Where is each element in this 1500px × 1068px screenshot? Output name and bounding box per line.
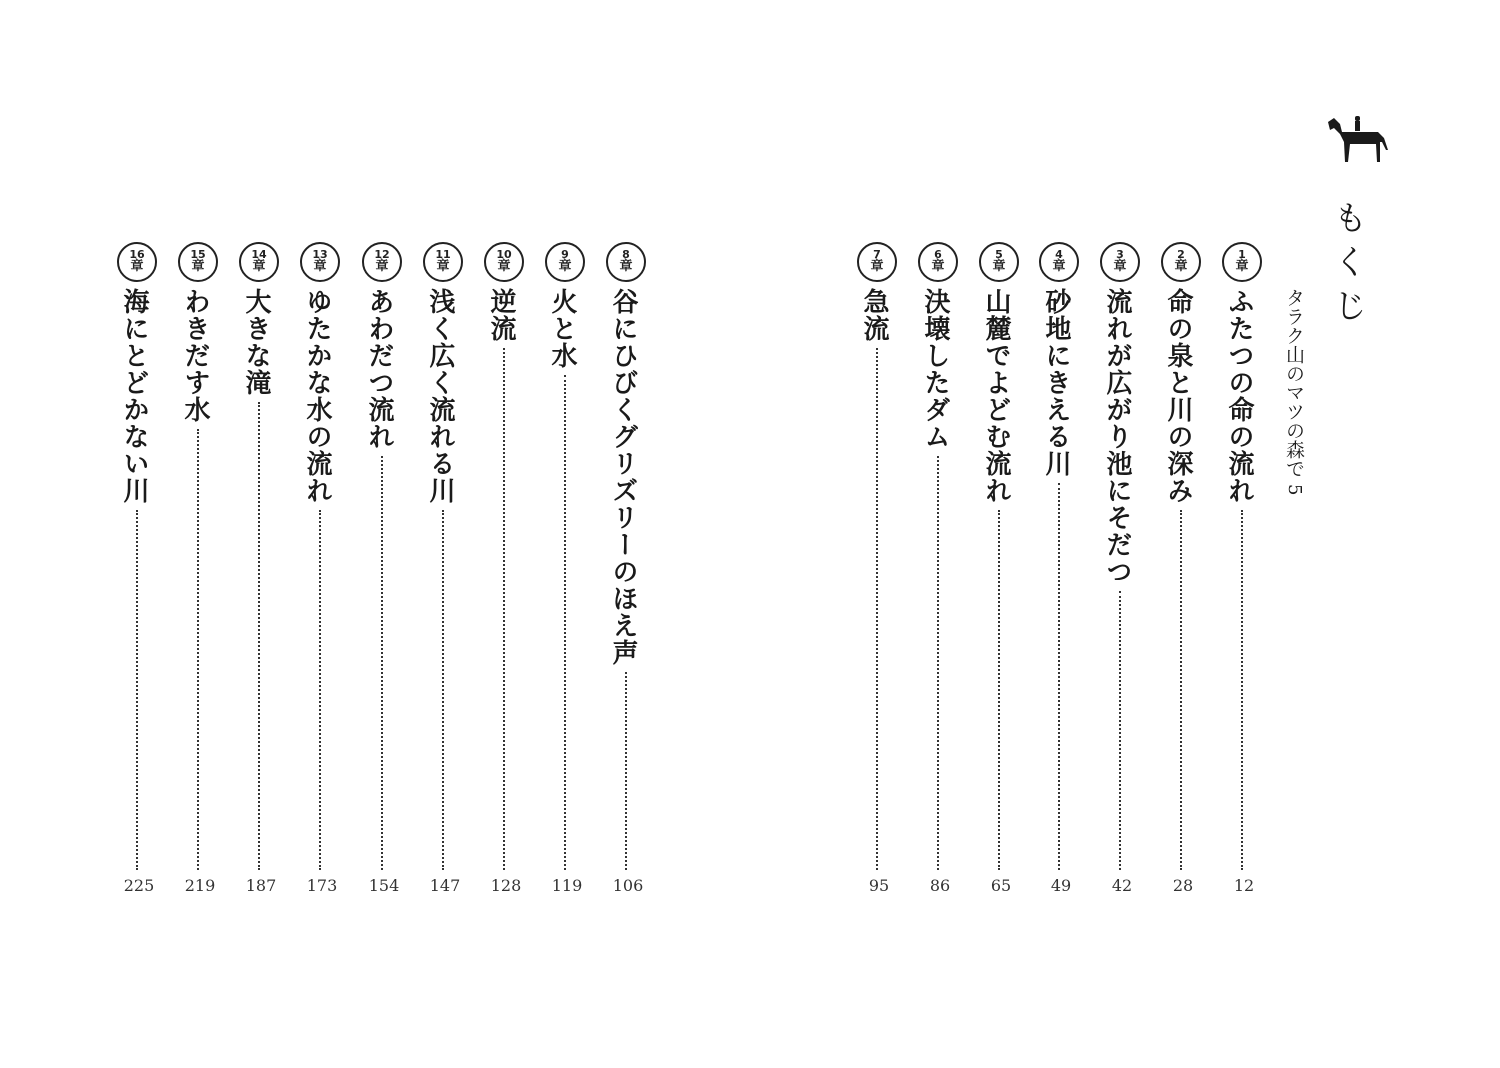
chapter-badge <box>178 242 218 282</box>
chapter-label: 章 <box>497 259 511 274</box>
chapter-entry[interactable] <box>178 242 222 912</box>
chapter-badge <box>857 242 897 282</box>
chapter-page-number: 106 <box>612 876 644 895</box>
leader-dots <box>937 456 939 870</box>
chapter-entry[interactable] <box>918 242 962 912</box>
chapter-title: 浅く広く流れる川 <box>425 288 455 504</box>
leader-dots <box>998 510 1000 870</box>
chapter-number: 6 <box>934 248 942 261</box>
chapter-page-number: 49 <box>1050 876 1072 895</box>
chapter-number: 7 <box>873 248 881 261</box>
leader-dots <box>136 510 138 870</box>
chapter-badge <box>1039 242 1079 282</box>
chapter-badge <box>606 242 646 282</box>
chapter-badge <box>1100 242 1140 282</box>
chapter-title: 急流 <box>859 288 889 342</box>
leader-dots <box>1058 483 1060 870</box>
leader-dots <box>564 375 566 870</box>
leader-dots <box>1119 591 1121 870</box>
chapter-label: 章 <box>313 259 327 274</box>
chapter-entry[interactable] <box>606 242 650 912</box>
chapter-title: 谷にひびくグリズリーのほえ声 <box>608 288 638 666</box>
leader-dots <box>319 510 321 870</box>
chapter-label: 章 <box>870 259 884 274</box>
chapter-page-number: 154 <box>368 876 400 895</box>
prologue-entry <box>1284 288 1303 495</box>
chapter-entry[interactable] <box>117 242 161 912</box>
chapter-badge <box>979 242 1019 282</box>
chapter-title: 砂地にきえる川 <box>1041 288 1071 477</box>
chapter-label: 章 <box>1113 259 1127 274</box>
leader-dots <box>197 429 199 870</box>
leader-dots <box>1241 510 1243 870</box>
chapter-page-number: 12 <box>1233 876 1255 895</box>
chapter-badge <box>300 242 340 282</box>
chapter-label: 章 <box>252 259 266 274</box>
chapter-title: あわだつ流れ <box>364 288 394 450</box>
chapter-number: 2 <box>1177 248 1185 261</box>
chapter-page-number: 173 <box>306 876 338 895</box>
chapter-badge <box>362 242 402 282</box>
chapter-number: 15 <box>190 248 206 261</box>
chapter-label: 章 <box>1235 259 1249 274</box>
chapter-page-number: 219 <box>184 876 216 895</box>
chapter-number: 11 <box>435 248 451 261</box>
chapter-entry[interactable] <box>1161 242 1205 912</box>
chapter-page-number: 86 <box>929 876 951 895</box>
chapter-label: 章 <box>992 259 1006 274</box>
chapter-label: 章 <box>375 259 389 274</box>
chapter-title: わきだす水 <box>180 288 210 423</box>
chapter-title: 火と水 <box>547 288 577 369</box>
chapter-page-number: 128 <box>490 876 522 895</box>
chapter-page-number: 225 <box>123 876 155 895</box>
chapter-number: 9 <box>561 248 569 261</box>
chapter-badge <box>484 242 524 282</box>
chapter-badge <box>545 242 585 282</box>
chapter-number: 3 <box>1116 248 1124 261</box>
chapter-page-number: 42 <box>1111 876 1133 895</box>
chapter-number: 12 <box>374 248 390 261</box>
leader-dots <box>442 510 444 870</box>
chapter-badge <box>117 242 157 282</box>
chapter-page-number: 28 <box>1172 876 1194 895</box>
chapter-entry[interactable] <box>1100 242 1144 912</box>
chapter-entry[interactable] <box>857 242 901 912</box>
chapter-label: 章 <box>558 259 572 274</box>
chapter-title: 逆流 <box>486 288 516 342</box>
prologue-page: 5 <box>1284 484 1305 496</box>
chapter-title: 流れが広がり池にそだつ <box>1102 288 1132 585</box>
chapter-title: 決壊したダム <box>920 288 950 450</box>
chapter-title: 命の泉と川の深み <box>1163 288 1193 504</box>
chapter-page-number: 147 <box>429 876 461 895</box>
chapter-title: 山麓でよどむ流れ <box>981 288 1011 504</box>
chapter-badge <box>1222 242 1262 282</box>
chapter-page-number: 119 <box>551 876 583 895</box>
chapter-entry[interactable] <box>362 242 406 912</box>
chapter-number: 10 <box>496 248 512 261</box>
horse-rider-icon <box>1326 112 1390 168</box>
chapter-title: ゆたかな水の流れ <box>302 288 332 504</box>
chapter-label: 章 <box>1174 259 1188 274</box>
chapter-title: ふたつの命の流れ <box>1224 288 1254 504</box>
chapter-title: 大きな滝 <box>241 288 271 396</box>
chapter-number: 8 <box>622 248 630 261</box>
chapter-label: 章 <box>191 259 205 274</box>
leader-dots <box>625 672 627 870</box>
chapter-label: 章 <box>619 259 633 274</box>
chapter-entry[interactable] <box>979 242 1023 912</box>
leader-dots <box>876 348 878 870</box>
chapter-number: 13 <box>312 248 328 261</box>
chapter-number: 1 <box>1238 248 1246 261</box>
leader-dots <box>1180 510 1182 870</box>
leader-dots <box>381 456 383 870</box>
chapter-badge <box>918 242 958 282</box>
chapter-entry[interactable] <box>484 242 528 912</box>
chapter-label: 章 <box>1052 259 1066 274</box>
chapter-number: 4 <box>1055 248 1063 261</box>
page-title: もくじ <box>1327 200 1367 332</box>
chapter-label: 章 <box>931 259 945 274</box>
leader-dots <box>503 348 505 870</box>
chapter-label: 章 <box>130 259 144 274</box>
chapter-entry[interactable] <box>423 242 467 912</box>
chapter-entry[interactable] <box>300 242 344 912</box>
chapter-badge <box>1161 242 1201 282</box>
chapter-entry[interactable] <box>1039 242 1083 912</box>
chapter-entry[interactable] <box>239 242 283 912</box>
leader-dots <box>258 402 260 870</box>
chapter-number: 14 <box>251 248 267 261</box>
chapter-entry[interactable] <box>545 242 589 912</box>
chapter-title: 海にとどかない川 <box>119 288 149 504</box>
chapter-page-number: 187 <box>245 876 277 895</box>
chapter-page-number: 65 <box>990 876 1012 895</box>
chapter-badge <box>423 242 463 282</box>
chapter-page-number: 95 <box>868 876 890 895</box>
chapter-number: 5 <box>995 248 1003 261</box>
chapter-badge <box>239 242 279 282</box>
chapter-number: 16 <box>129 248 145 261</box>
chapter-entry[interactable] <box>1222 242 1266 912</box>
prologue-title: タラク山のマツの森で <box>1283 288 1305 478</box>
chapter-label: 章 <box>436 259 450 274</box>
